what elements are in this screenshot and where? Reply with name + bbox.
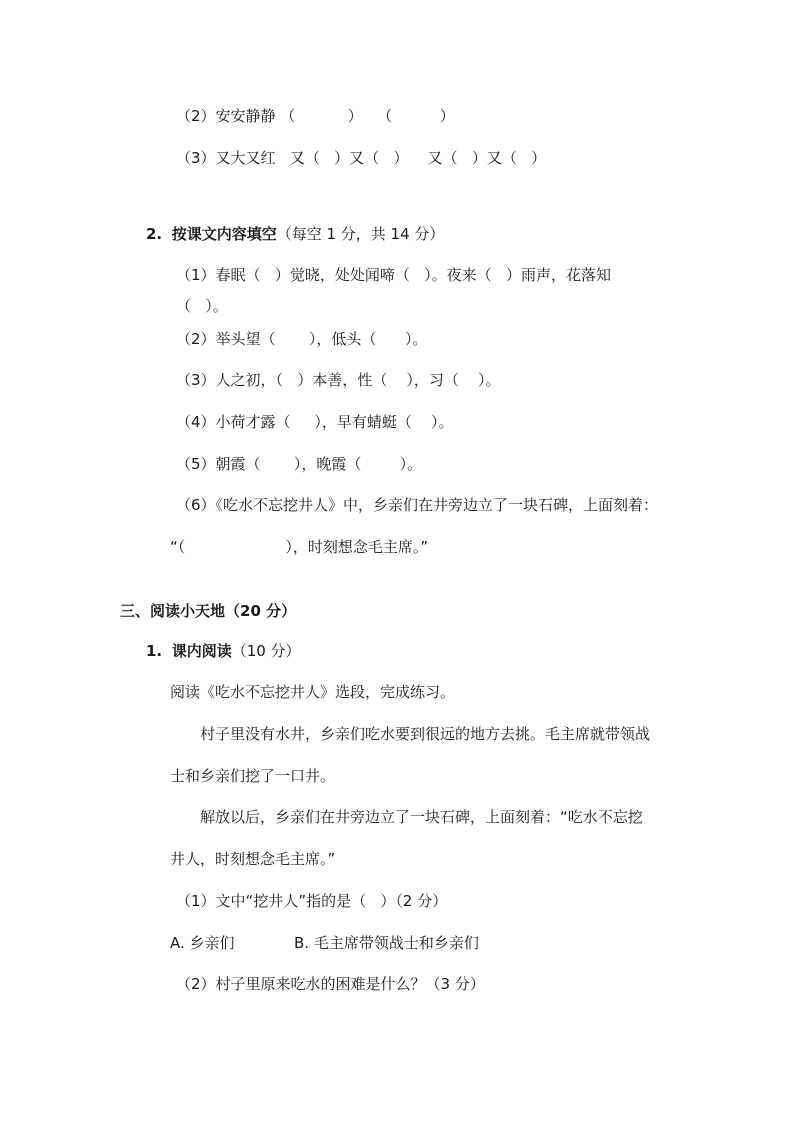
poem-line-1-cont: （ ）。	[176, 297, 228, 315]
passage-line-2: 士和乡亲们挖了一口井。	[170, 767, 336, 785]
question-2-number: 2.	[146, 225, 163, 243]
reading-instruction: 阅读《吃水不忘挖井人》选段，完成练习。	[170, 683, 456, 701]
poem-line-2: （2）举头望（ ），低头（ ）。	[176, 330, 428, 348]
passage-line-1: 村子里没有水井，乡亲们吃水要到很远的地方去挑。毛主席就带领战	[200, 725, 651, 743]
reading-question-1: （1）文中“挖井人”指的是（ ）（2 分）	[176, 892, 448, 910]
stone-tablet-blank: “（ ），时刻想念毛主席。”	[170, 538, 429, 556]
question-2-score: （每空 1 分，共 14 分）	[276, 225, 445, 243]
section-three-heading: 三、阅读小天地（20 分）	[120, 602, 297, 620]
stone-tablet-line: （6）《吃水不忘挖井人》中，乡亲们在井旁边立了一块石碑，上面刻着：	[176, 496, 659, 514]
option-b: B. 毛主席带领战士和乡亲们	[294, 934, 479, 952]
sanzijing-line: （3）人之初，（ ）本善，性（ ），习（ ）。	[176, 371, 501, 389]
reading-q1-title: 课内阅读	[171, 642, 232, 660]
question-2-heading	[146, 224, 444, 244]
reading-q1-number: 1.	[146, 642, 163, 660]
poem-line-1: （1）春眠（ ）觉晓，处处闻啼（ ）。夜来（ ）雨声，花落知	[176, 266, 611, 284]
reading-q1-score: （10 分）	[231, 642, 301, 660]
passage-line-3: 解放以后，乡亲们在井旁边立了一块石碑，上面刻着：“吃水不忘挖	[200, 808, 643, 826]
reading-question-2: （2）村子里原来吃水的困难是什么？（3 分）	[176, 975, 485, 993]
passage-line-4: 井人，时刻想念毛主席。”	[170, 850, 336, 868]
question-2-title: 按课文内容填空	[171, 225, 277, 243]
fill-item-3: （3）又大又红 又（ ）又（ ） 又（ ）又（ ）	[176, 149, 547, 167]
proverb-line: （5）朝霞（ ），晚霞（ ）。	[176, 455, 423, 473]
option-a: A. 乡亲们	[170, 934, 235, 952]
reading-q1-heading	[146, 641, 301, 661]
fill-item-2: （2）安安静静 （ ） （ ）	[176, 107, 455, 125]
xiaochi-line: （4）小荷才露（ ），早有蜻蜓（ ）。	[176, 413, 454, 431]
